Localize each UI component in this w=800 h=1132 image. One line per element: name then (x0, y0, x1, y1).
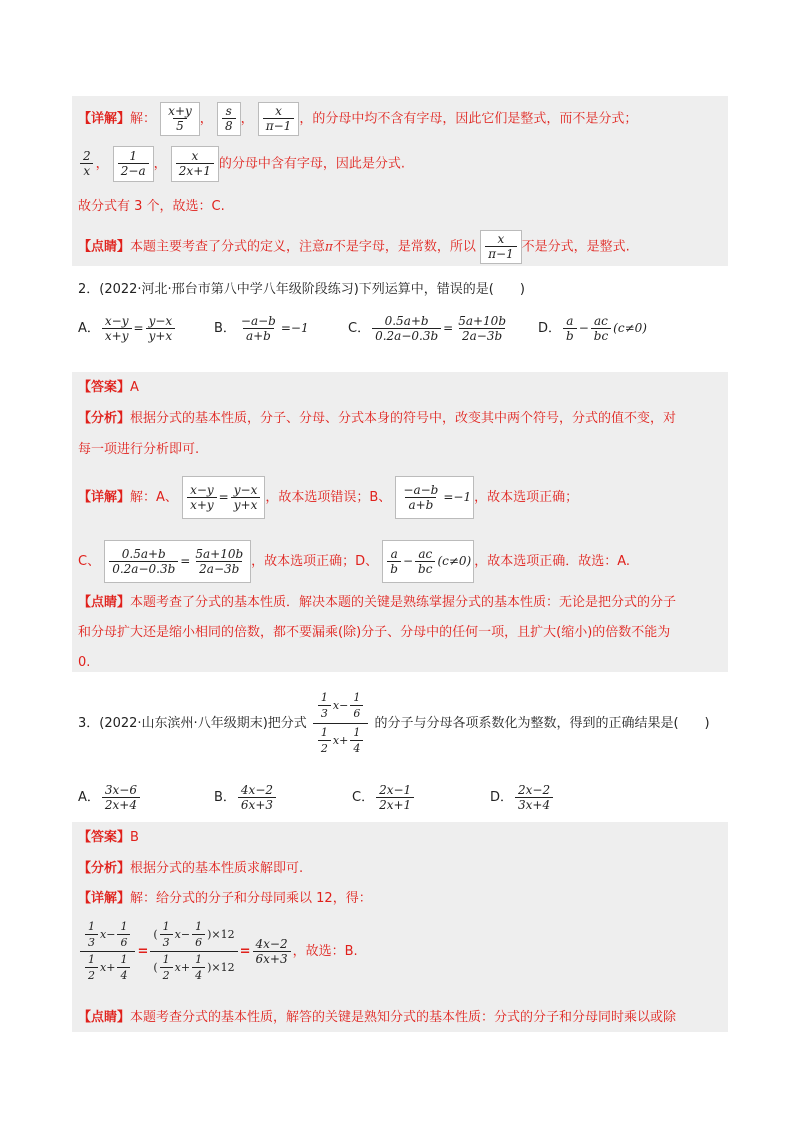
q2-option-c: C． $\frac{0.5a+b}{0.2a-0.3b}$ = $\frac{5a+10b}{2a-3b}$ (348, 313, 506, 343)
fraction: $\frac{s}{8}$ (217, 102, 241, 136)
q3-stem: 3．(2022·山东滨州·八年级期末)把分式 $\frac{1}{3}$ x− $\frac{1}{6}$ $\frac{1}{2}$ x+ $\frac{1}{4}$ 的分子与分母各项系数化为整数，得到的正确结果是( ) (78, 684, 710, 764)
equation: $\frac{0.5a+b}{0.2a-0.3b}$ = $\frac{5a+10b}{2a-3b}$ (104, 540, 251, 583)
q1-count-line: 故分式有 3 个，故选：C. (78, 199, 225, 214)
q3-options (78, 778, 718, 818)
q3-detail-line: 【详解】解：给分式的分子和分母同乘以 12，得： (78, 891, 372, 906)
q3-equation-line: $\frac{1}{3}$ x− $\frac{1}{6}$ $\frac{1}{2}$ x+ $\frac{1}{4}$ = ( $\frac{1}{3}$ x− $\frac{1}{6}$ )×12 ( $\frac{1}{2}$ x+ $\frac{1}{4}$ )×12 = $\frac{4x-2}{6x+3}$ ，故选：B. (78, 912, 358, 992)
q2-options (78, 308, 718, 348)
q3-remark-line: 【点睛】本题考查分式的基本性质，解答的关键是熟知分式的基本性质：分式的分子和分母同时乘以或除 (78, 1010, 677, 1025)
q2-detail-line-2: C、 $\frac{0.5a+b}{0.2a-0.3b}$ = $\frac{5a+10b}{2a-3b}$ ，故本选项正确；D、 $\frac{a}{b}$ − $\frac{ac}{bc}$ (c≠0) ，故本选项正确．故选：A. (78, 540, 630, 580)
fraction: $\frac{x}{2x+1}$ (171, 146, 219, 182)
q2-remark-line-2: 和分母扩大还是缩小相同的倍数，都不要漏乘(除)分子、分母中的任何一项，且扩大(缩小)的倍数不能为 (78, 625, 671, 640)
fraction: $\frac{x+y}{5}$ (160, 102, 200, 136)
q2-option-a: A． $\frac{x-y}{x+y}$ = $\frac{y-x}{y+x}$ (78, 308, 177, 349)
q2-answer-line: 【答案】A (78, 380, 139, 395)
q3-option-a: A． $\frac{3x-6}{2x+4}$ (78, 778, 142, 818)
q1-detail-line: 【详解】解： $\frac{x+y}{5}$ ， $\frac{s}{8}$ ， $\frac{x}{\pi-1}$ ，的分母中均不含有字母，因此它们是整式，而不是分式； (78, 102, 637, 134)
q2-detail-line-1: 【详解】解：A、 $\frac{x-y}{x+y}$ = $\frac{y-x}{y+x}$ ，故本选项错误；B、 $\frac{-a-b}{a+b}$ =−1 ，故本选项正确； (78, 476, 578, 516)
q1-fraction-line: $\frac{2}{x}$ ， $\frac{1}{2-a}$ ， $\frac{x}{2x+1}$ 的分母中含有字母，因此是分式. (78, 146, 405, 180)
complex-fraction: $\frac{1}{3}$ x− $\frac{1}{6}$ $\frac{1}{2}$ x+ $\frac{1}{4}$ (313, 689, 368, 758)
equation: $\frac{a}{b}$ − $\frac{ac}{bc}$ (c≠0) (382, 540, 474, 583)
q2-option-d: D． $\frac{a}{b}$ − $\frac{ac}{bc}$ (c≠0) (538, 313, 647, 343)
q3-option-d: D． $\frac{2x-2}{3x+4}$ (490, 778, 555, 818)
q3-option-b: B． $\frac{4x-2}{6x+3}$ (214, 778, 278, 818)
equation: $\frac{-a-b}{a+b}$ =−1 (395, 476, 474, 519)
complex-fraction: $\frac{1}{3}$ x− $\frac{1}{6}$ $\frac{1}{2}$ x+ $\frac{1}{4}$ (80, 919, 135, 984)
q2-remark-line-1: 【点睛】本题考查了分式的基本性质．解决本题的关键是熟练掌握分式的基本性质：无论是把分式的分子 (78, 595, 677, 610)
q2-analysis-line-1: 【分析】根据分式的基本性质，分子、分母、分式本身的符号中，改变其中两个符号，分式的值不变，对 (78, 411, 677, 426)
scaled-fraction: ( $\frac{1}{3}$ x− $\frac{1}{6}$ )×12 ( $\frac{1}{2}$ x+ $\frac{1}{4}$ )×12 (150, 919, 237, 984)
q2-analysis-line-2: 每一项进行分析即可. (78, 442, 200, 457)
q3-analysis-line: 【分析】根据分式的基本性质求解即可. (78, 861, 304, 876)
q2-stem: 2．(2022·河北·邢台市第八中学八年级阶段练习)下列运算中，错误的是( ) (78, 282, 525, 297)
q1-remark-line: 【点睛】本题主要考查了分式的定义，注意π不是字母，是常数，所以 $\frac{x}{\pi-1}$ 不是分式，是整式. (78, 230, 630, 262)
fraction: $\frac{x}{\pi-1}$ (480, 230, 522, 264)
equation: $\frac{x-y}{x+y}$ = $\frac{y-x}{y+x}$ (182, 476, 265, 519)
q2-remark-line-3: 0. (78, 655, 91, 670)
q3-answer-line: 【答案】B (78, 830, 139, 845)
q3-option-c: C． $\frac{2x-1}{2x+1}$ (352, 778, 416, 818)
fraction: $\frac{1}{2-a}$ (113, 146, 154, 182)
fraction: $\frac{x}{\pi-1}$ (258, 102, 300, 136)
q2-option-b: B． $\frac{-a-b}{a+b}$ =−1 (214, 313, 309, 343)
